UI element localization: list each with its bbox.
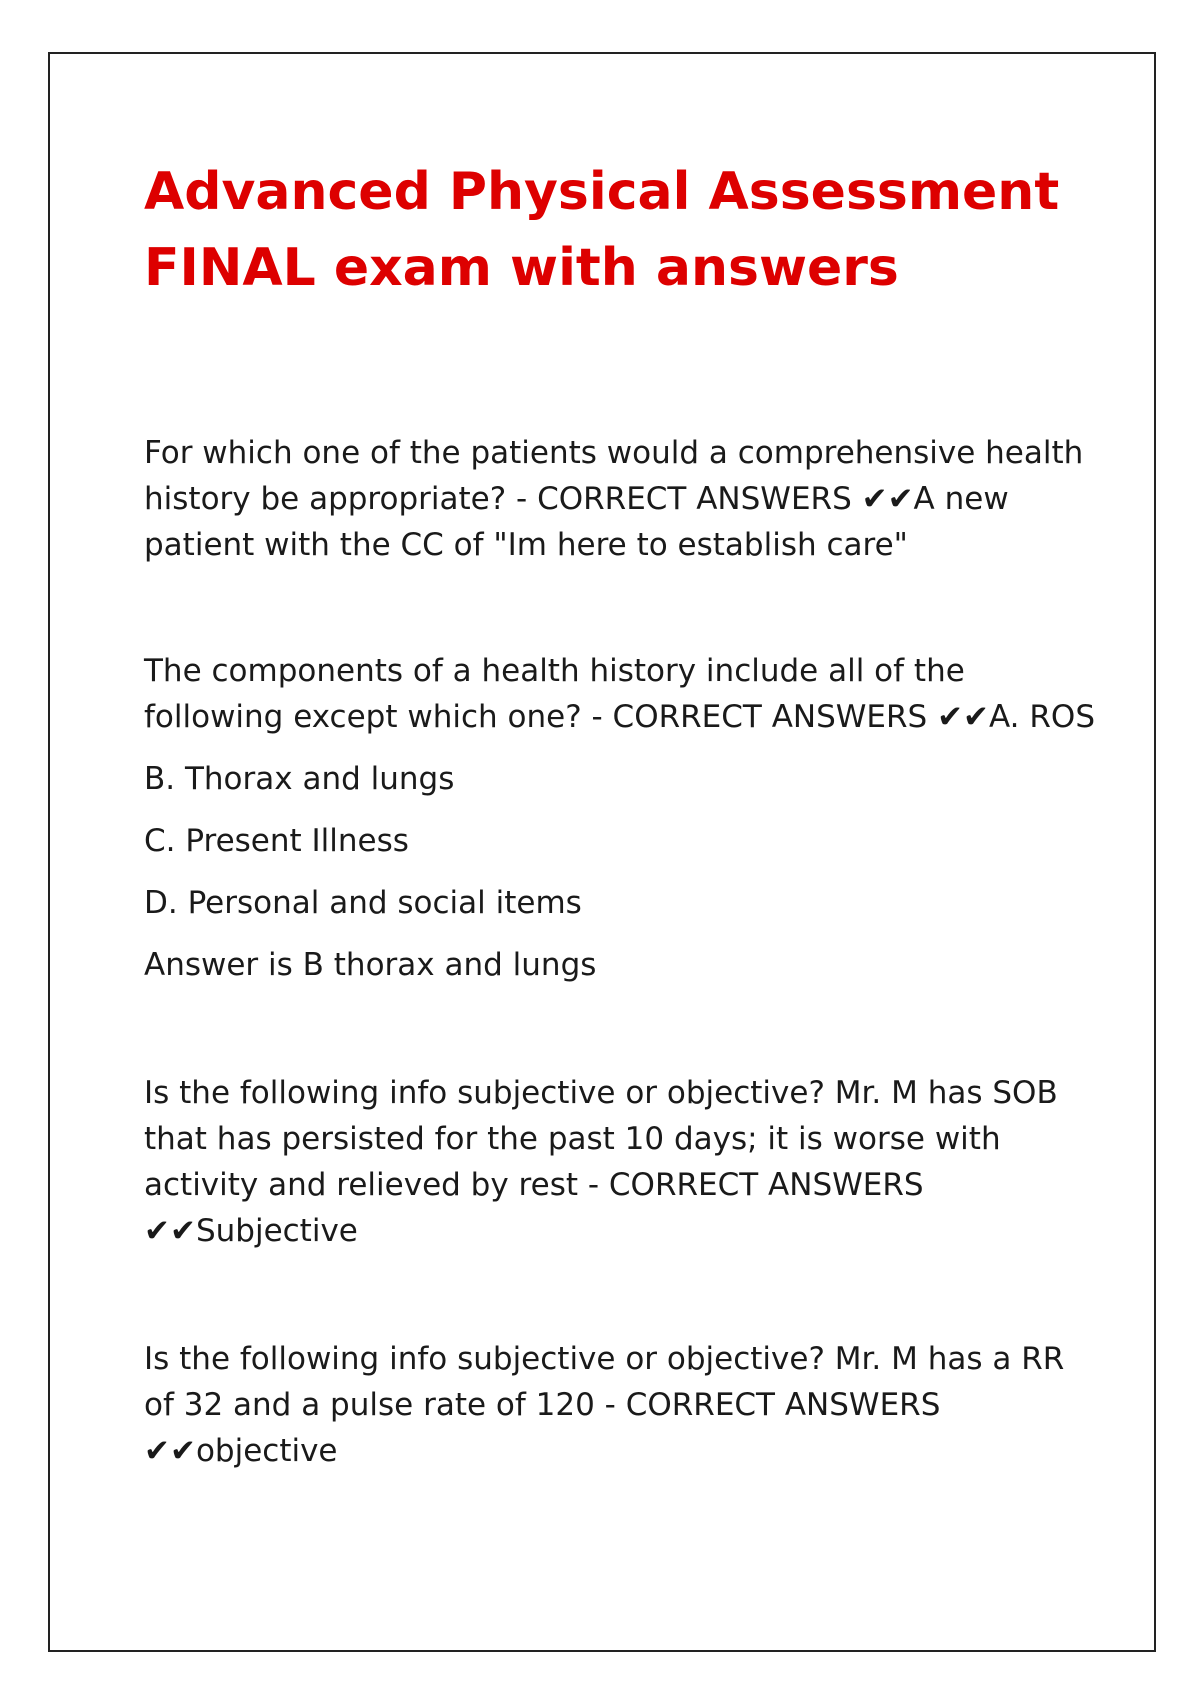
question-2 [144, 648, 1104, 988]
question-4-text: Is the following info subjective or objective? Mr. M has a RR of 32 and a pulse rate of 120 - CORRECT ANSWERS ✔✔objective [144, 1341, 1065, 1469]
question-2-text: The components of a health history include all of the following except which one? - CORRECT ANSWERS ✔✔A. ROS [144, 653, 1096, 735]
title-line-2: FINAL exam with answers [144, 238, 899, 298]
question-2-option-b: B. Thorax and lungs [144, 761, 455, 797]
document-content [144, 154, 1104, 1474]
question-1 [144, 430, 1104, 568]
question-4 [144, 1336, 1104, 1474]
question-2-option-d: D. Personal and social items [144, 885, 582, 921]
question-2-answer: Answer is B thorax and lungs [144, 947, 597, 983]
question-3-text: Is the following info subjective or objective? Mr. M has SOB that has persisted for the past 10 days; it is worse with activity and relieved by rest - CORRECT ANSWERS ✔✔Subjective [144, 1075, 1058, 1249]
document-page [48, 52, 1156, 1652]
question-1-text: For which one of the patients would a comprehensive health history be appropriate? - CORRECT ANSWERS ✔✔A new patient with the CC of "Im here to establish care" [144, 435, 1084, 563]
document-title [144, 154, 1104, 306]
question-3 [144, 1070, 1104, 1254]
title-line-1: Advanced Physical Assessment [144, 162, 1060, 222]
question-2-option-c: C. Present Illness [144, 823, 409, 859]
